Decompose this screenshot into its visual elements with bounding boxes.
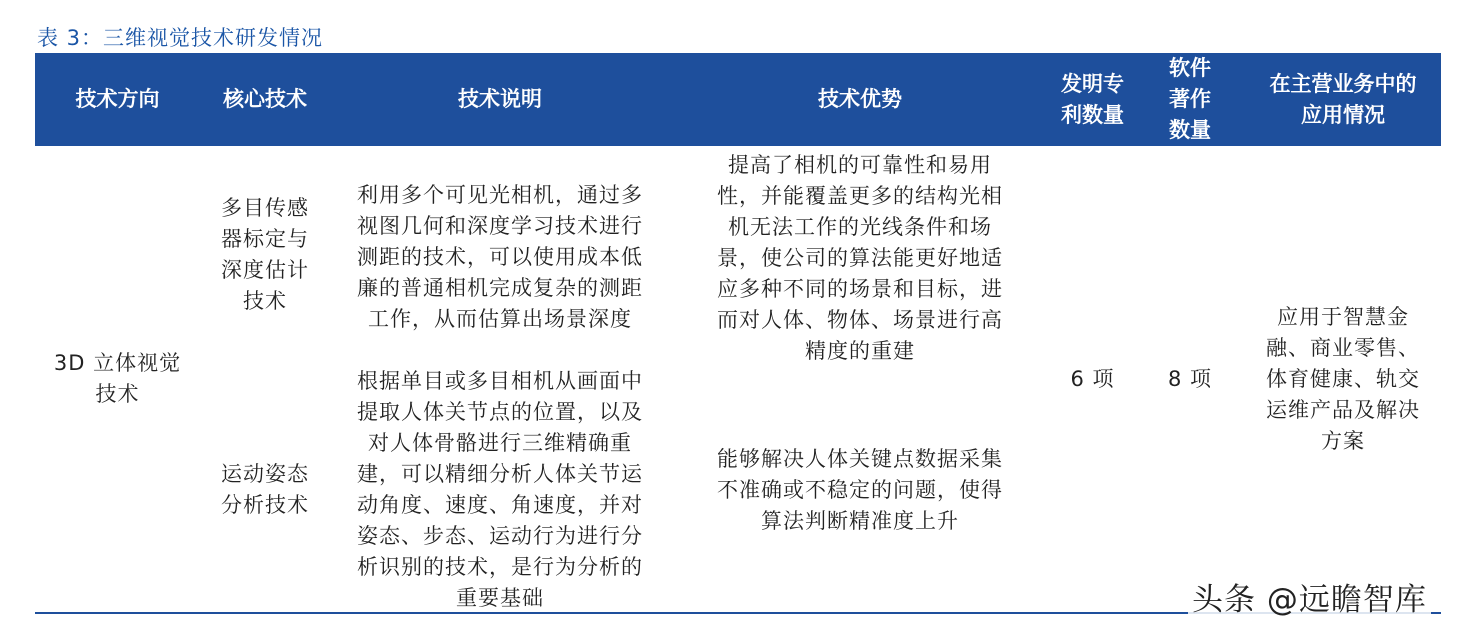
- cell-advantage-1: 提高了相机的可靠性和易用 性，并能覆盖更多的结构光相 机无法工作的光线条件和场 景，使公司的算法能更好地适 应多种不同的场景和目标，进 而对人体、物体、场景进行高 精度的重建: [717, 153, 1003, 363]
- header-direction: 技术方向: [75, 87, 160, 111]
- header-patents: 发明专 利数量: [1061, 71, 1124, 127]
- cell-patents: 6 项: [1070, 366, 1115, 391]
- header-description: 技术说明: [458, 87, 542, 111]
- cell-core-tech-1: 多目传感 器标定与 深度估计 技术: [221, 196, 309, 313]
- cell-software: 8 项: [1167, 366, 1213, 391]
- header-core-tech: 核心技术: [223, 87, 307, 111]
- watermark: 头条 @远瞻智库: [1188, 574, 1431, 619]
- cell-direction: 3D 立体视觉 技术: [53, 351, 182, 406]
- table-header: [35, 53, 1441, 146]
- cell-application: 应用于智慧金 融、商业零售、 体育健康、轨交 运维产品及解决 方案: [1266, 304, 1420, 453]
- table-caption: 表 3：三维视觉技术研发情况: [37, 26, 324, 50]
- cell-description-1: 利用多个可见光相机，通过多 视图几何和深度学习技术进行 测距的技术，可以使用成本低 廉的普通相机完成复杂的测距 工作，从而估算出场景深度: [357, 183, 643, 331]
- cell-advantage-2: 能够解决人体关键点数据采集 不准确或不稳定的问题，使得 算法判断精准度上升: [717, 446, 1003, 533]
- header-application: 在主营业务中的 应用情况: [1269, 71, 1417, 127]
- cell-description-2: 根据单目或多目相机从画面中 提取人体关节点的位置，以及 对人体骨骼进行三维精确重 建，可以精细分析人体关节运 动角度、速度、角速度，并对 姿态、步态、运动行为进行分 析识别的技术，是行为分析的 重要基础: [357, 369, 643, 610]
- header-advantage: 技术优势: [818, 87, 902, 111]
- header-software: 软件 著作 数量: [1169, 56, 1211, 142]
- cell-core-tech-2: 运动姿态 分析技术: [221, 462, 309, 517]
